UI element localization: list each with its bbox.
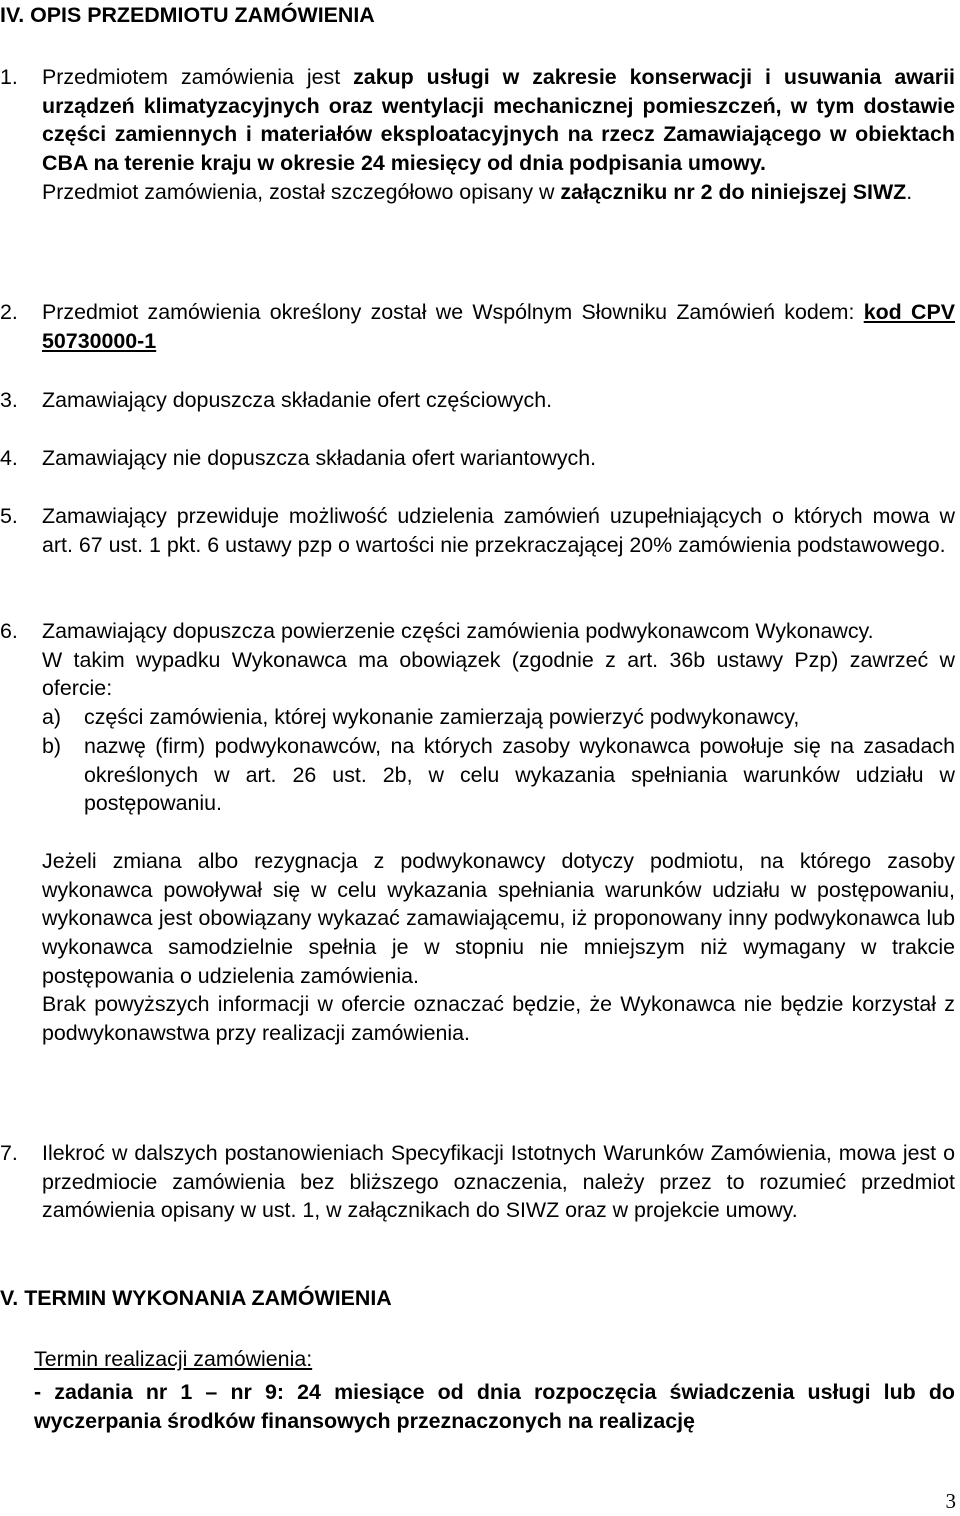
item-1-intro: Przedmiotem zamówienia jest <box>42 65 354 89</box>
item-6-paragraph-1: Zamawiający dopuszcza powierzenie części zamówienia podwykonawcom Wykonawcy. <box>42 619 874 643</box>
section-heading-iv: IV. OPIS PRZEDMIOTU ZAMÓWIENIA <box>0 3 375 27</box>
item-4 <box>0 444 955 473</box>
term-text: - zadania nr 1 – nr 9: 24 miesiące od dnia rozpoczęcia świadczenia usługi lub do wyczerpania środków finansowych przeznaczonych na realizację <box>34 1380 955 1433</box>
item-6 <box>0 617 955 1048</box>
item-1-attachment-ref: załączniku nr 2 do niniejszej SIWZ <box>560 179 907 204</box>
item-number: 1. <box>0 65 18 89</box>
item-7 <box>0 1139 955 1225</box>
item-number: 6. <box>0 619 18 643</box>
item-3 <box>0 386 955 415</box>
item-1-description: Przedmiot zamówienia, został szczegółowo opisany w <box>42 179 561 204</box>
item-number: 4. <box>0 446 18 470</box>
sub-item-b-text: nazwę (firm) podwykonawców, na których zasoby wykonawca powołuje się na zasadach określonych w art. 26 ust. 2b, w celu wykazania spełniania warunków udziału w postępowaniu. <box>84 733 955 816</box>
item-number: 7. <box>0 1141 18 1165</box>
item-5-text: Zamawiający przewiduje możliwość udzielenia zamówień uzupełniających o których mowa w art. 67 ust. 1 pkt. 6 ustawy pzp o wartości nie przekraczającej 20% zamówienia podstawowego. <box>42 504 955 557</box>
sub-item-b <box>42 732 955 818</box>
item-7-text: Ilekroć w dalszych postanowieniach Specyfikacji Istotnych Warunków Zamówienia, mowa jest o przedmiocie zamówienia bez bliższego oznaczenia, należy przez to rozumieć przedmiot zamówienia opisany w ust. 1, w załącznikach do SIWZ oraz w projekcie umowy. <box>42 1141 955 1223</box>
item-3-text: Zamawiający dopuszcza składanie ofert częściowych. <box>42 388 553 412</box>
cpv-code: kod CPV 50730000-1 <box>42 300 955 353</box>
item-1-subject: zakup usługi w zakresie konserwacji i usuwania awarii urządzeń klimatyzacyjnych oraz wentylacji mechanicznej pomieszczeń, w tym dostawie części zamiennych i materiałów eksploatacyjnych na rzecz Zamawiającego w obiektach CBA na terenie kraju w okresie 24 miesięcy od dnia podpisania umowy. <box>42 65 955 176</box>
item-1: 1. Przedmiotem zamówienia jest zakup usługi w zakresie konserwacji i usuwania awarii urządzeń klimatyzacyjnych oraz wentylacji mechanicznej pomieszczeń, w tym dostawie części zamiennych i materiałów eksploatacyjnych na rzecz Zamawiającego w obiektach CBA na terenie kraju w okresie 24 miesięcy od dnia podpisania umowy. Przedmiot zamówienia, został szczegółowo opisany w załączniku nr 2 do niniejszej SIWZ. <box>0 65 955 204</box>
item-2 <box>0 298 955 355</box>
item-4-text: Zamawiający nie dopuszcza składania ofert wariantowych. <box>42 446 597 470</box>
item-number: 5. <box>0 504 18 528</box>
item-number: 2. <box>0 300 18 324</box>
term-label: Termin realizacji zamówienia: <box>34 1347 313 1371</box>
item-6-paragraph-2: W takim wypadku Wykonawca ma obowiązek (zgodnie z art. 36b ustawy Pzp) zawrzeć w ofercie: <box>42 647 955 701</box>
sub-item-label: b) <box>42 733 62 758</box>
item-5 <box>0 502 955 559</box>
item-number: 3. <box>0 388 18 412</box>
sub-item-label: a) <box>42 705 62 730</box>
page-number: 3 <box>945 1489 956 1513</box>
sub-item-a-text: części zamówienia, której wykonanie zamierzają powierzyć podwykonawcy, <box>84 705 800 730</box>
item-6-paragraph-3: Jeżeli zmiana albo rezygnacja z podwykonawcy dotyczy podmiotu, na którego zasoby wykonawca powoływał się w celu wykazania spełniania warunków udziału w postępowaniu, wykonawca jest obowiązany wykazać zamawiającemu, iż proponowany inny podwykonawca lub wykonawca samodzielnie spełnia je w stopniu nie mniejszym niż wymagany w trakcie postępowania o udzielenia zamówienia. <box>42 848 955 988</box>
item-6-paragraph-4: Brak powyższych informacji w ofercie oznaczać będzie, że Wykonawca nie będzie korzystał z podwykonawstwa przy realizacji zamówienia. <box>42 992 955 1046</box>
item-2-text: Przedmiot zamówienia określony został we Wspólnym Słowniku Zamówień kodem: <box>42 300 864 324</box>
sub-item-a <box>42 703 955 732</box>
section-heading-v: V. TERMIN WYKONANIA ZAMÓWIENIA <box>0 1286 392 1310</box>
